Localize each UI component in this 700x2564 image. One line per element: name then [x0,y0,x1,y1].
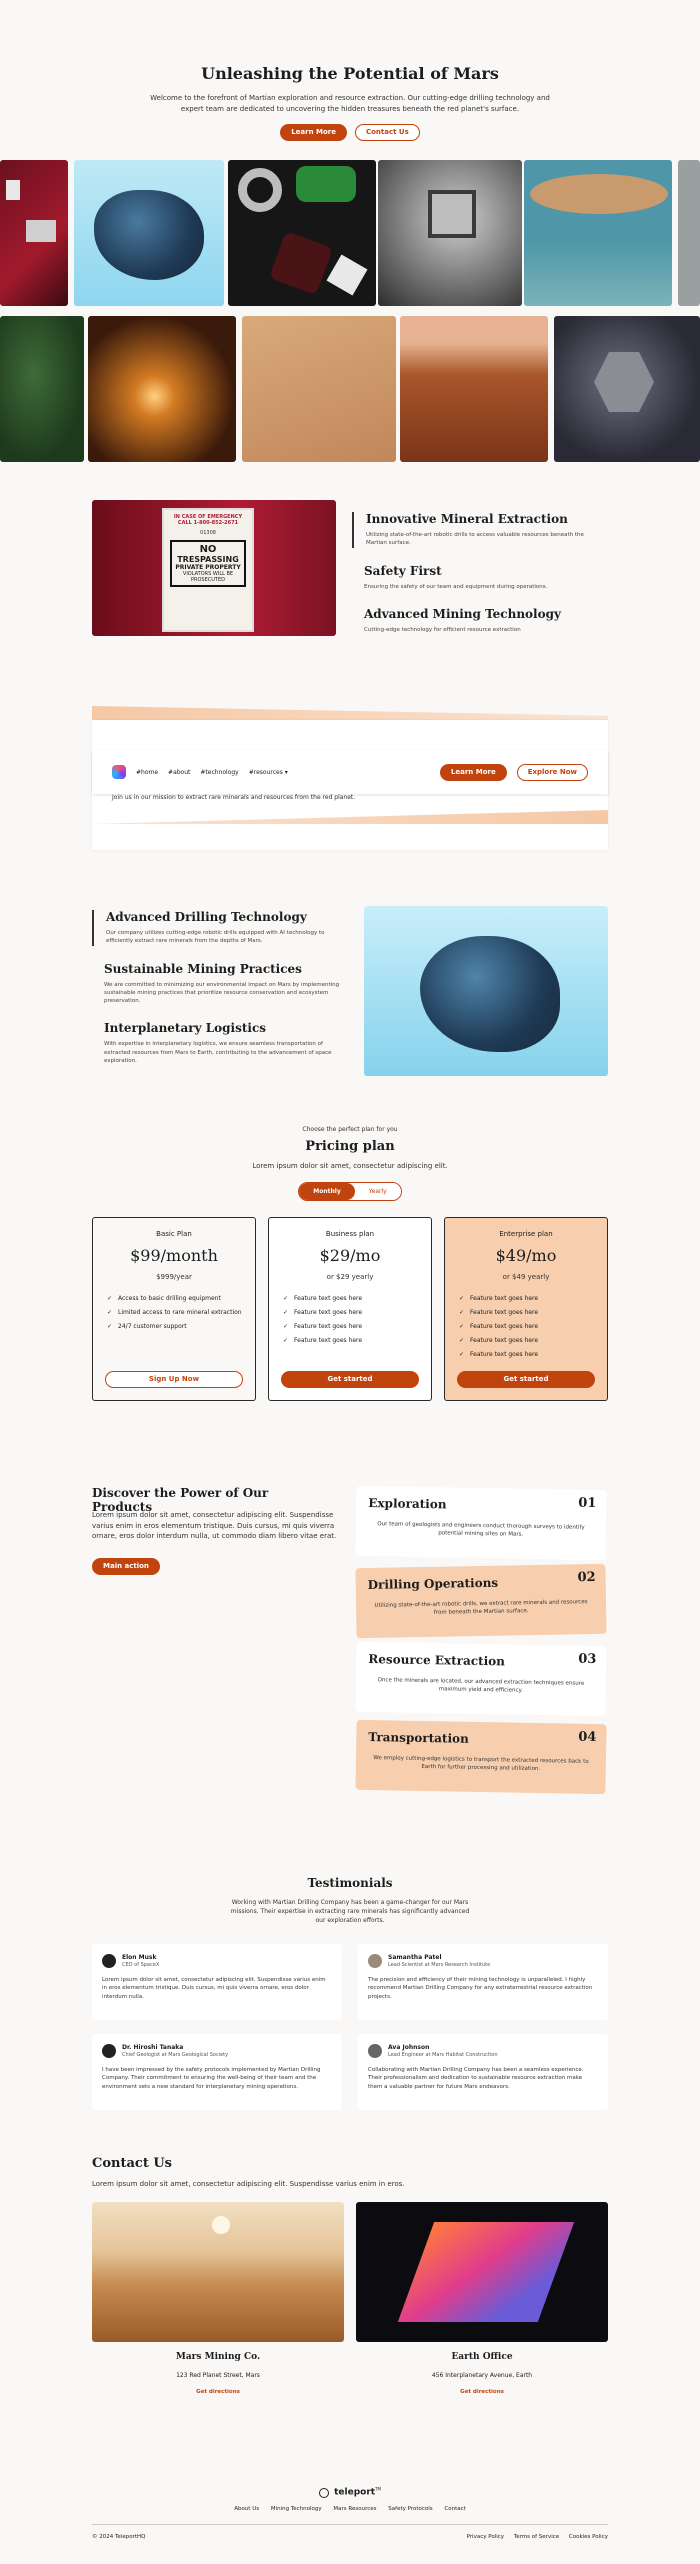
pricing-subtitle: Lorem ipsum dolor sit amet, consectetur adipiscing elit. [252,1162,448,1170]
product-card-number: 02 [577,1569,596,1586]
testimonial-text: Collaborating with Martian Drilling Company has been a seamless experience. Their professionalism and dedication to sustainable resource extraction make them a valuable partner for future Mars endeavors. [368,2067,584,2090]
plan-feature: ✓ Feature text goes here [283,1295,363,1302]
sign-line-1: IN CASE OF EMERGENCY [173,514,243,520]
testimonial-text: The precision and efficiency of their mining technology is unparalleled. I highly recommend Martian Drilling Company for any extraterrestrial resource extraction projects. [368,1977,593,2000]
footer-link-mars-resources[interactable]: Mars Resources [333,2506,377,2512]
testimonial-role: Chief Geologist at Mars Geological Society [122,2052,229,2058]
product-card [355,1486,606,1560]
check-icon: ✓ [107,1295,113,1302]
footer-link-safety[interactable]: Safety Protocols [388,2506,433,2512]
footer-link-contact[interactable]: Contact [444,2506,466,2512]
get-started-button[interactable]: Get started [281,1371,419,1388]
plan-feature: ✓ Feature text goes here [459,1295,539,1302]
trademark: TM [375,2486,381,2492]
testimonial-card [358,2034,608,2110]
feature-item [364,607,604,634]
feature-text: We are committed to minimizing our environmental impact on Mars by implementing sustainable mining practices that prioritize resource conservation and ecosystem preservation. [104,981,340,1004]
footer-brand[interactable]: teleport [334,2487,376,2498]
gallery-image-metal [554,316,700,462]
yearly-toggle[interactable]: Yearly [355,1183,401,1200]
check-icon: ✓ [283,1309,289,1316]
plan-yearly: $999/year [156,1273,192,1281]
check-icon: ✓ [459,1309,465,1316]
contact-us-button[interactable]: Contact Us [355,124,420,141]
testimonial-text: I have been impressed by the safety protocols implemented by Martian Drilling Company. Their commitment to ensuring the well-being of their team and the environment sets a new standard for interplanetary mining operations. [102,2067,321,2090]
sign-line-7: VIOLATORS WILL BE [182,571,234,577]
plan-feature: ✓ Feature text goes here [283,1309,363,1316]
get-directions-link[interactable]: Get directions [196,2389,240,2395]
gallery-image-mineral [74,160,224,306]
gallery-image-edge [678,160,700,306]
testimonial-text: Lorem ipsum dolor sit amet, consectetur adipiscing elit. Suspendisse varius enim in eros elementum tristique. Duis cursus, mi quis viverra ornare, eros dolor interdum nulla. [102,1977,326,2000]
feature-text: Cutting-edge technology for efficient resource extraction [364,626,521,633]
plan-feature: ✓ Feature text goes here [459,1323,539,1330]
nav-learn-more-button[interactable]: Learn More [440,764,507,781]
plan-feature: ✓ 24/7 customer support [107,1323,187,1330]
plan-name: Business plan [325,1230,375,1238]
avatar [102,2044,116,2058]
contact-section [0,2156,700,2446]
plan-feature: ✓ Limited access to rare mineral extraction [107,1309,242,1316]
nav-link-about[interactable]: #about [168,768,191,776]
main-action-button[interactable]: Main action [92,1558,160,1575]
sign-line-6: PRIVATE PROPERTY [175,564,241,571]
feature-text: Our company utilizes cutting-edge robotic drills equipped with AI technology to efficiently extract rare minerals from the depths of Mars. [106,930,325,945]
feature-item [92,910,340,946]
terms-link[interactable]: Terms of Service [513,2534,560,2540]
navbar [92,750,608,794]
sign-up-now-button[interactable]: Sign Up Now [105,1371,243,1388]
testimonials-title: Testimonials [307,1876,393,1890]
testimonial-role: CEO of SpaceX [122,1962,160,1968]
gallery-image-rings [228,160,376,306]
abstract-image [356,2202,608,2342]
testimonial-card [92,2034,342,2110]
desert-image [92,2202,344,2342]
sign-line-4: NO [199,544,217,555]
check-icon: ✓ [107,1323,113,1330]
hero-section [0,0,700,160]
gallery-image-rock [400,316,548,462]
nav-link-resources-label: #resources [248,768,283,776]
plan-price: $99/month [130,1246,218,1265]
contact-title: Contact Us [92,2156,172,2171]
check-icon: ✓ [283,1295,289,1302]
sign-line-5: TRESPASSING [177,555,239,564]
copyright: © 2024 TeleportHQ [92,2534,146,2540]
products-text: Lorem ipsum dolor sit amet, consectetur adipiscing elit. Suspendisse varius enim in eros elementum tristique. Duis cursus, mi quis viverra ornare, eros dolor interdum nulla, ut commodo diam libero vitae erat. [92,1511,337,1540]
gallery-image-leaves [0,316,84,462]
plan-feature: ✓ Feature text goes here [459,1337,539,1344]
plan-yearly: or $49 yearly [502,1273,550,1281]
sign-line-2: CALL 1-800-852-2671 [177,520,239,526]
gallery-image-signs [0,160,68,306]
testimonial-role: Lead Scientist at Mars Research Institute [388,1962,491,1968]
feature-title: Innovative Mineral Extraction [366,512,568,526]
check-icon: ✓ [459,1323,465,1330]
gallery-image-tunnel [378,160,522,306]
cookies-link[interactable]: Cookies Policy [568,2534,608,2540]
logo-icon[interactable] [112,765,126,779]
product-card-text: Utilizing state-of-the-art robotic drills, we extract rare minerals and resources from beneath the Martian surface. [374,1599,588,1617]
get-started-button[interactable]: Get started [457,1371,595,1388]
product-card-number: 03 [578,1651,597,1668]
nav-explore-now-button[interactable]: Explore Now [517,764,588,781]
office-name: Earth Office [451,2352,513,2362]
testimonials-section [0,1876,700,2156]
plan-feature: ✓ Access to basic drilling equipment [107,1295,221,1302]
hero-text: Welcome to the forefront of Martian exploration and resource extraction. Our cutting-edge drilling technology and expert team are dedicated to uncovering the hidden treasures beneath the red planet's surface. [150,94,550,113]
mineral-image [364,906,608,1076]
office-address: 123 Red Planet Street, Mars [176,2372,260,2379]
feature-text: Ensuring the safety of our team and equipment during operations. [364,583,548,590]
avatar [102,1954,116,1968]
product-card-title: Resource Extraction [368,1652,506,1669]
plan-feature: ✓ Feature text goes here [283,1337,363,1344]
contact-subtitle: Lorem ipsum dolor sit amet, consectetur adipiscing elit. Suspendisse varius enim in eros. [92,2180,405,2188]
navbar-section [0,706,700,906]
testimonial-card [92,1944,342,2020]
feature-title: Safety First [364,563,442,578]
product-card-text: Our team of geologists and engineers conduct thorough surveys to identify potential mining sites on Mars. [377,1521,585,1538]
teleport-logo-icon[interactable] [319,2488,329,2498]
testimonial-name: Samantha Patel [388,1954,442,1961]
product-card-number: 04 [578,1729,597,1746]
nav-link-resources[interactable] [249,769,288,776]
testimonials-subtitle: Working with Martian Drilling Company has been a game-changer for our Mars missions. Their expertise in extracting rare minerals has significantly advanced our exploration efforts. [230,1899,470,1924]
product-card-title: Drilling Operations [367,1575,499,1592]
pricing-section [0,1126,700,1486]
testimonial-name: Dr. Hiroshi Tanaka [122,2044,184,2051]
products-section [0,1486,700,1876]
avatar [368,2044,382,2058]
feature-item [104,962,340,1006]
monthly-toggle[interactable]: Monthly [299,1183,354,1200]
check-icon: ✓ [459,1295,465,1302]
check-icon: ✓ [107,1309,113,1316]
testimonial-role: Lead Engineer at Mars Habitat Construction [388,2052,498,2058]
feature-section-1 [0,476,700,706]
footer-divider [92,2524,608,2525]
plan-enterprise [444,1217,608,1401]
plan-price: $29/mo [319,1246,381,1265]
product-card-text: Once the minerals are located, our advanced extraction techniques ensure maximum yield and efficiency. [377,1677,585,1694]
pricing-title: Pricing plan [305,1139,395,1154]
product-card [355,1642,606,1716]
feature-item [104,1021,340,1065]
feature-section-2 [0,906,700,1126]
feature-title: Interplanetary Logistics [104,1021,267,1036]
footer [0,2446,700,2564]
get-directions-link[interactable]: Get directions [460,2389,504,2395]
gallery-image-saucer [524,160,672,306]
feature-item [352,512,604,548]
feature-title: Advanced Drilling Technology [106,910,307,924]
office-address: 456 Interplanetary Avenue, Earth [431,2372,533,2379]
billing-toggle[interactable] [298,1182,401,1201]
check-icon: ✓ [459,1351,465,1358]
trespassing-sign-image [92,500,336,636]
privacy-policy-link[interactable]: Privacy Policy [466,2534,505,2540]
footer-link-mining-technology[interactable]: Mining Technology [270,2506,322,2512]
plan-name: Enterprise plan [499,1230,553,1238]
plan-price: $49/mo [495,1246,557,1265]
feature-item [364,564,604,591]
plan-feature: ✓ Feature text goes here [459,1309,539,1316]
gallery-row-2 [0,316,700,476]
footer-link-about[interactable]: About Us [234,2506,260,2512]
gallery-row-1 [0,160,700,316]
plan-feature: ✓ Feature text goes here [459,1351,539,1358]
feature-text: Utilizing state-of-the-art robotic drills to access valuable resources beneath the Martian surface. [366,532,584,547]
mission-text: Join us in our mission to extract rare minerals and resources from the red planet. [112,794,356,801]
sign-line-3: 01308 [200,530,216,536]
product-card-number: 01 [578,1495,597,1512]
avatar [368,1954,382,1968]
check-icon: ✓ [459,1337,465,1344]
sign-line-8: PROSECUTED [191,577,225,583]
check-icon: ✓ [283,1323,289,1330]
pricing-kicker: Choose the perfect plan for you [302,1126,398,1133]
product-card-title: Transportation [368,1730,469,1746]
gallery-image-lights [88,316,236,462]
nav-link-technology[interactable]: #technology [200,768,239,776]
plan-feature: ✓ Feature text goes here [283,1323,363,1330]
feature-title: Sustainable Mining Practices [104,961,302,976]
feature-text: With expertise in interplanetary logistics, we ensure seamless transportation of extracted resources from Mars to Earth, contributing to the advancement of space exploration. [104,1041,332,1064]
plan-yearly: or $29 yearly [326,1273,374,1281]
plan-basic [92,1217,256,1401]
testimonial-card [358,1944,608,2020]
learn-more-button[interactable]: Learn More [280,124,347,141]
plan-business [268,1217,432,1401]
check-icon: ✓ [283,1337,289,1344]
hero-title: Unleashing the Potential of Mars [201,64,499,83]
product-card-text: We employ cutting-edge logistics to transport the extracted resources back to Earth for further processing and utilization. [373,1755,589,1773]
products-title: Discover the Power of Our Products [92,1486,269,1514]
product-card [355,1720,606,1794]
office-name: Mars Mining Co. [175,2352,261,2362]
chevron-down-icon: ▾ [284,768,288,776]
product-card-title: Exploration [368,1496,447,1512]
product-card [355,1564,606,1638]
plan-name: Basic Plan [156,1230,192,1238]
testimonial-name: Ava Johnson [388,2044,430,2051]
feature-title: Advanced Mining Technology [364,606,561,621]
nav-link-home[interactable]: #home [136,768,159,776]
gallery-image-sand [242,316,396,462]
testimonial-name: Elon Musk [122,1954,157,1961]
